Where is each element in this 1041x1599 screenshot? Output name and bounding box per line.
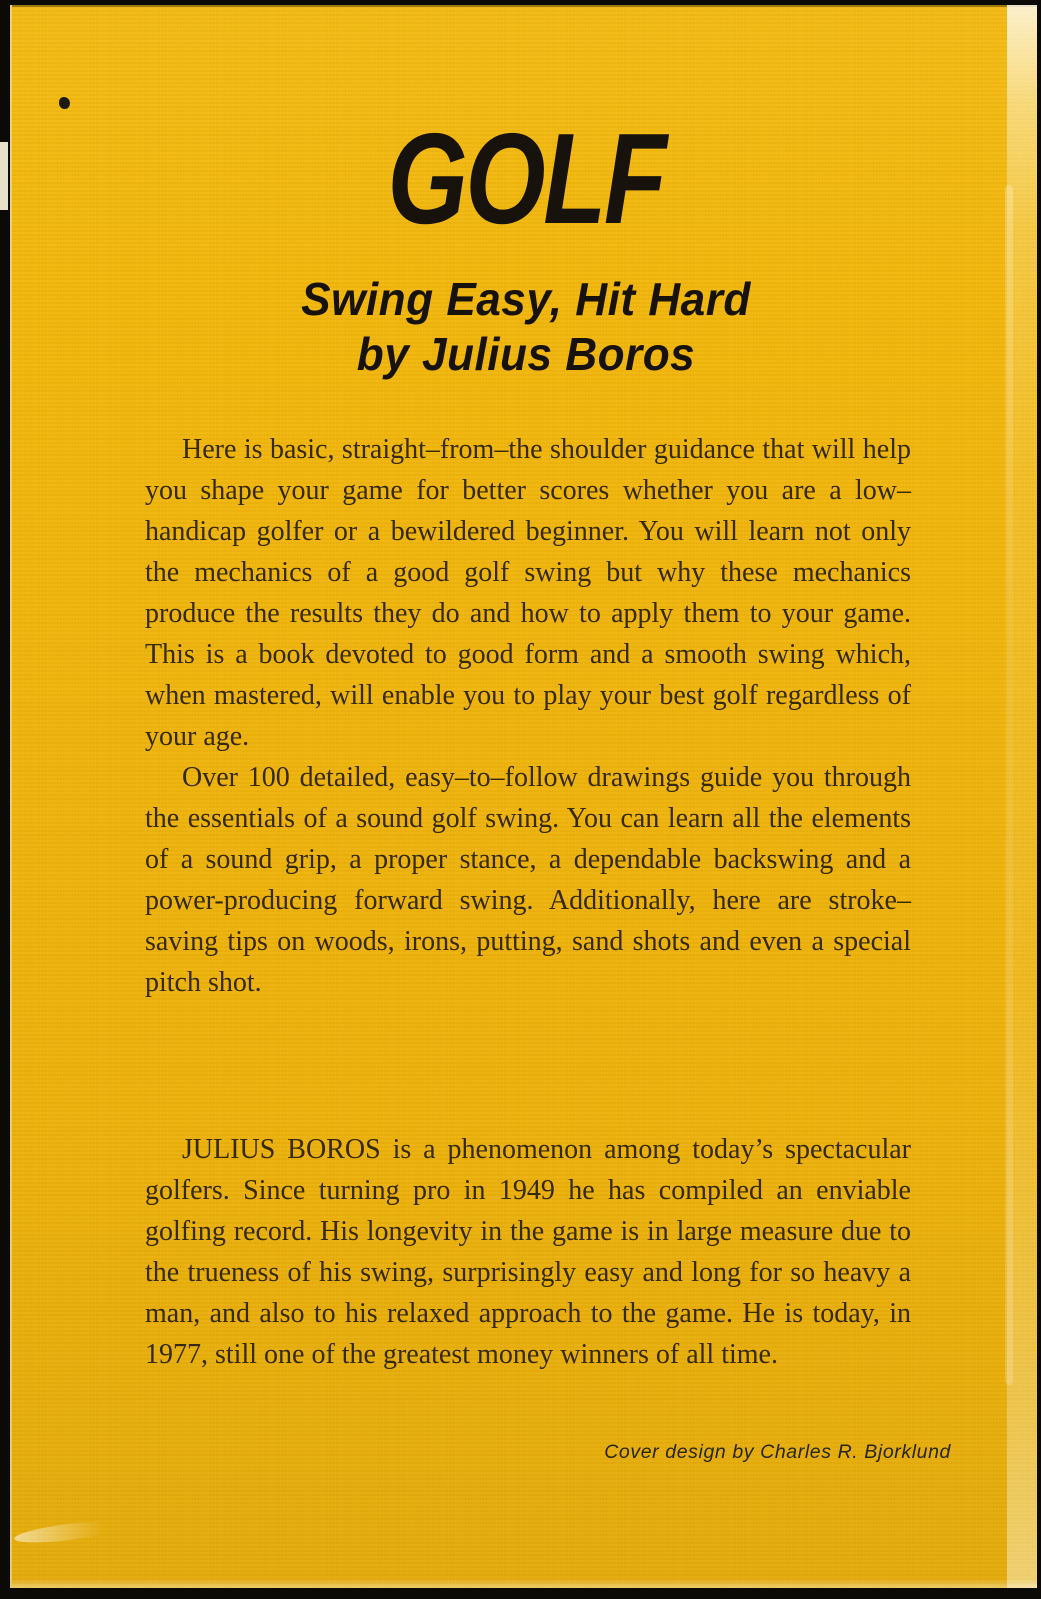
bottom-edge-wear	[12, 1579, 1037, 1588]
book-subtitle: Swing Easy, Hit Hard	[301, 273, 751, 325]
blurb-paragraph-2: Over 100 detailed, easy–to–follow drawings guide you through the essentials of a sound golf swing. You can learn all the elements of a sound grip, a proper stance, a dependable backswing and a power-producing forward swing. Additionally, here are stroke–saving tips on woods, irons, putting, sand shots and even a special pitch shot.	[145, 762, 911, 998]
cover-design-credit: Cover design by Charles R. Bjorklund	[604, 1441, 951, 1463]
blurb-paragraph-1: Here is basic, straight–from–the shoulder guidance that will help you shape your game for better scores whether you are a low–handicap golfer or a bewildered beginner. You will learn not only the mechanics of a good golf swing but why these mechanics produce the results they do and how to apply them to your game. This is a book devoted to good form and a smooth swing which, when mastered, will enable you to play your best golf regardless of your age.	[145, 434, 911, 752]
book-back-cover	[10, 5, 1037, 1588]
ink-speck	[59, 97, 70, 109]
back-cover-blurb	[145, 429, 911, 1375]
book-byline: by Julius Boros	[356, 328, 696, 380]
book-title: GOLF	[387, 107, 665, 251]
edge-wear-mark	[0, 142, 8, 210]
title-block	[142, 107, 910, 380]
scratch-mark	[13, 1517, 124, 1546]
author-bio-paragraph: JULIUS BOROS is a phenomenon among today’s spectacular golfers. Since turning pro in 1949 he has compiled an enviable golfing record. His longevity in the game is in large measure due to the trueness of his swing, surprisingly easy and long for so heavy a man, and also to his relaxed approach to the game. He is today, in 1977, still one of the greatest money winners of all time.	[145, 1134, 911, 1370]
right-edge-wear-highlight	[1005, 185, 1013, 1385]
